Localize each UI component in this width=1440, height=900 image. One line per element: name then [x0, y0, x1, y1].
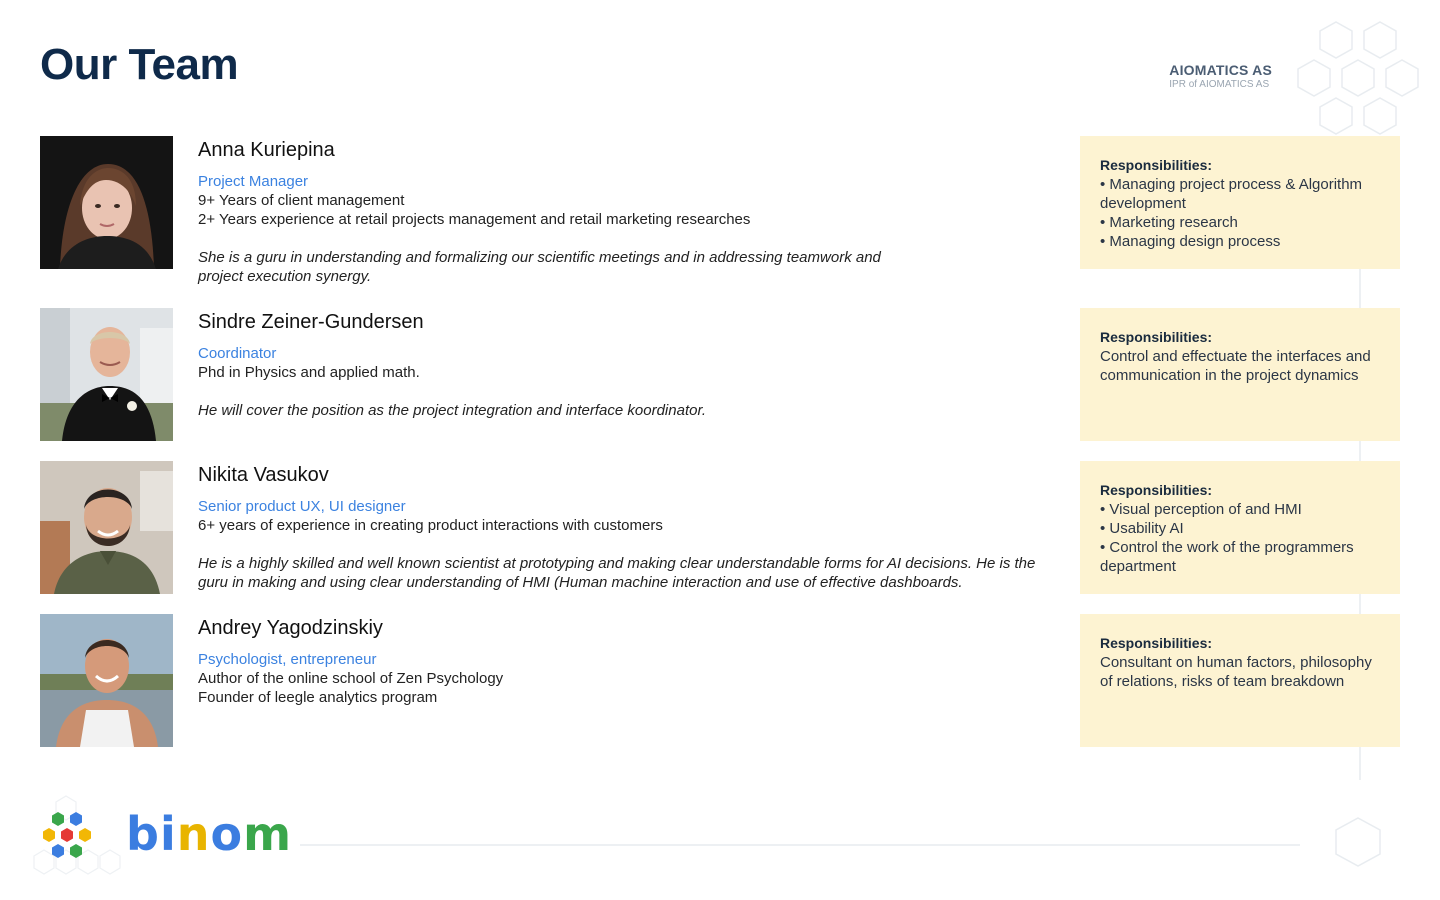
responsibility-item: • Marketing research — [1100, 214, 1238, 231]
responsibilities-box — [1080, 136, 1400, 269]
member-detail: Author of the online school of Zen Psychology — [198, 670, 504, 687]
member-info — [198, 616, 1078, 707]
member-detail: 2+ Years experience at retail projects management and retail marketing researches — [198, 211, 751, 228]
logo-letter: o — [210, 807, 244, 861]
responsibilities-box — [1080, 614, 1400, 747]
member-quote: She is a guru in understanding and formalizing our scientific meetings and in addressing teamwork and project execution synergy. — [198, 249, 881, 285]
member-info — [198, 310, 1078, 420]
responsibility-item: • Managing project process & Algorithm development — [1100, 176, 1363, 212]
logo-letter: m — [243, 807, 293, 861]
member-name: Anna Kuriepina — [198, 139, 335, 161]
member-photo — [40, 461, 173, 594]
member-detail: Phd in Physics and applied math. — [198, 364, 420, 381]
responsibilities-box — [1080, 461, 1400, 594]
company-name: AIOMATICS AS — [1169, 62, 1272, 78]
responsibility-item: • Usability AI — [1100, 520, 1184, 537]
responsibilities-title: Responsibilities: — [1100, 482, 1213, 498]
member-photo — [40, 614, 173, 747]
team-member-card — [40, 308, 1400, 441]
company-subtitle: IPR of AIOMATICS AS — [1169, 79, 1270, 90]
responsibilities-title: Responsibilities: — [1100, 157, 1213, 173]
member-name: Nikita Vasukov — [198, 464, 329, 486]
member-info — [198, 463, 1078, 592]
team-member-card — [40, 614, 1400, 747]
hexagon-outline-icon — [1290, 14, 1430, 139]
member-detail: Founder of leegle analytics program — [198, 689, 438, 706]
hexagon-outline-icon — [1330, 814, 1390, 874]
logo-letter: b — [126, 807, 160, 861]
responsibilities-box — [1080, 308, 1400, 441]
page-title: Our Team — [40, 40, 239, 89]
member-photo — [40, 308, 173, 441]
footer-divider — [300, 844, 1300, 846]
member-detail: 6+ years of experience in creating product interactions with customers — [198, 517, 663, 534]
responsibility-item: • Control the work of the programmers department — [1100, 539, 1354, 575]
company-header — [1169, 62, 1272, 90]
member-name: Andrey Yagodzinskiy — [198, 617, 383, 639]
team-member-card — [40, 136, 1400, 285]
member-role: Senior product UX, UI designer — [198, 498, 406, 515]
member-quote: He will cover the position as the project integration and interface koordinator. — [198, 402, 707, 419]
member-role: Project Manager — [198, 173, 309, 190]
responsibilities-title: Responsibilities: — [1100, 329, 1213, 345]
responsibility-item: Control and effectuate the interfaces and communication in the project dynamics — [1100, 348, 1371, 384]
responsibility-item: Consultant on human factors, philosophy of relations, risks of team breakdown — [1100, 654, 1372, 690]
responsibility-item: • Visual perception of and HMI — [1100, 501, 1302, 518]
member-detail: 9+ Years of client management — [198, 192, 405, 209]
hexagon-cluster-icon — [40, 810, 96, 862]
logo-letter: n — [176, 807, 211, 861]
member-quote: He is a highly skilled and well known scientist at prototyping and making clear understandable forms for AI decisions. He is the guru in making and using clear understanding of HMI (Human machine interaction and use of effective dashboards. — [198, 555, 1036, 591]
member-photo — [40, 136, 173, 269]
member-role: Psychologist, entrepreneur — [198, 651, 377, 668]
responsibility-item: • Managing design process — [1100, 233, 1281, 250]
member-name: Sindre Zeiner-Gundersen — [198, 311, 424, 333]
logo-letter: i — [159, 807, 177, 861]
member-role: Coordinator — [198, 345, 277, 362]
team-member-card — [40, 461, 1400, 594]
brand-logo — [126, 806, 292, 862]
member-info — [198, 138, 1078, 286]
responsibilities-title: Responsibilities: — [1100, 635, 1213, 651]
